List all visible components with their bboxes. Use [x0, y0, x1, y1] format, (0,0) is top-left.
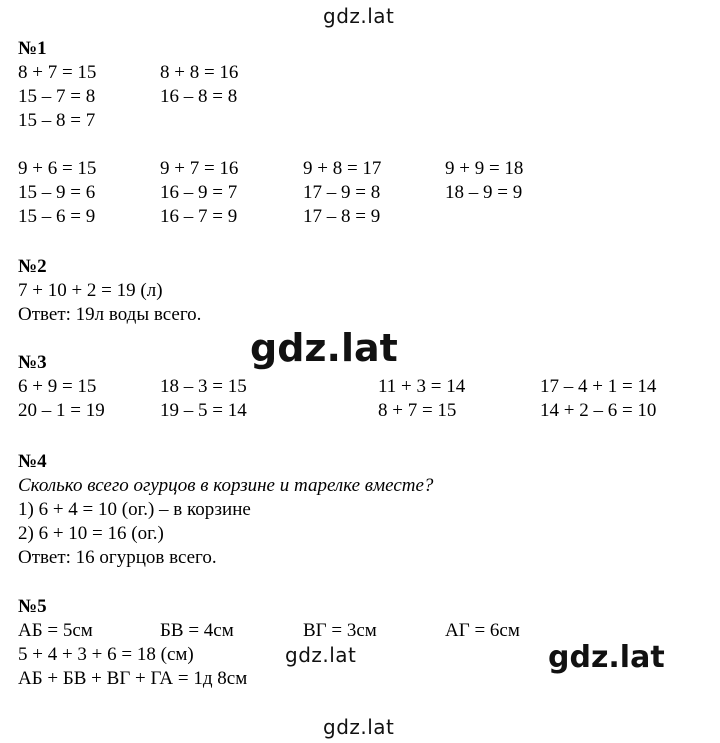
equation: 15 – 8 = 7	[18, 110, 96, 131]
segment-length: АБ = 5см	[18, 620, 93, 641]
watermark-right-big: gdz.lat	[548, 640, 665, 675]
equation: 5 + 4 + 3 + 6 = 18 (см)	[18, 644, 194, 665]
equation: 20 – 1 = 19	[18, 400, 105, 421]
equation: 18 – 3 = 15	[160, 376, 247, 397]
equation: 9 + 8 = 17	[303, 158, 382, 179]
watermark-mid-small: gdz.lat	[285, 643, 357, 667]
answer-line: Ответ: 16 огурцов всего.	[18, 547, 217, 568]
equation: 18 – 9 = 9	[445, 182, 523, 203]
equation: 8 + 7 = 15	[378, 400, 457, 421]
equation: 19 – 5 = 14	[160, 400, 247, 421]
equation: 16 – 7 = 9	[160, 206, 238, 227]
segment-length: БВ = 4см	[160, 620, 234, 641]
solution-step: 2) 6 + 10 = 16 (ог.)	[18, 523, 164, 544]
answer-line: Ответ: 19л воды всего.	[18, 304, 202, 325]
equation: 8 + 8 = 16	[160, 62, 239, 83]
equation: 7 + 10 + 2 = 19 (л)	[18, 280, 163, 301]
watermark-bottom: gdz.lat	[323, 715, 395, 739]
solution-step: 1) 6 + 4 = 10 (ог.) – в корзине	[18, 499, 251, 520]
watermark-center: gdz.lat	[250, 326, 398, 370]
equation: 9 + 7 = 16	[160, 158, 239, 179]
segment-length: АГ = 6см	[445, 620, 520, 641]
equation: 17 – 8 = 9	[303, 206, 381, 227]
task4-question: Сколько всего огурцов в корзине и тарелке вместе?	[18, 475, 434, 496]
equation: 9 + 9 = 18	[445, 158, 524, 179]
task1-heading: №1	[18, 38, 47, 59]
task3-heading: №3	[18, 352, 47, 373]
task5-heading: №5	[18, 596, 47, 617]
equation: 11 + 3 = 14	[378, 376, 466, 397]
equation: 15 – 9 = 6	[18, 182, 96, 203]
equation: 8 + 7 = 15	[18, 62, 97, 83]
equation: 16 – 8 = 8	[160, 86, 238, 107]
equation: 15 – 7 = 8	[18, 86, 96, 107]
equation: 16 – 9 = 7	[160, 182, 238, 203]
task4-heading: №4	[18, 451, 47, 472]
equation: АБ + БВ + ВГ + ГА = 1д 8см	[18, 668, 248, 689]
equation: 14 + 2 – 6 = 10	[540, 400, 657, 421]
equation: 17 – 4 + 1 = 14	[540, 376, 657, 397]
equation: 6 + 9 = 15	[18, 376, 97, 397]
watermark-top: gdz.lat	[323, 4, 395, 28]
equation: 17 – 9 = 8	[303, 182, 381, 203]
equation: 15 – 6 = 9	[18, 206, 96, 227]
equation: 9 + 6 = 15	[18, 158, 97, 179]
segment-length: ВГ = 3см	[303, 620, 377, 641]
task2-heading: №2	[18, 256, 47, 277]
